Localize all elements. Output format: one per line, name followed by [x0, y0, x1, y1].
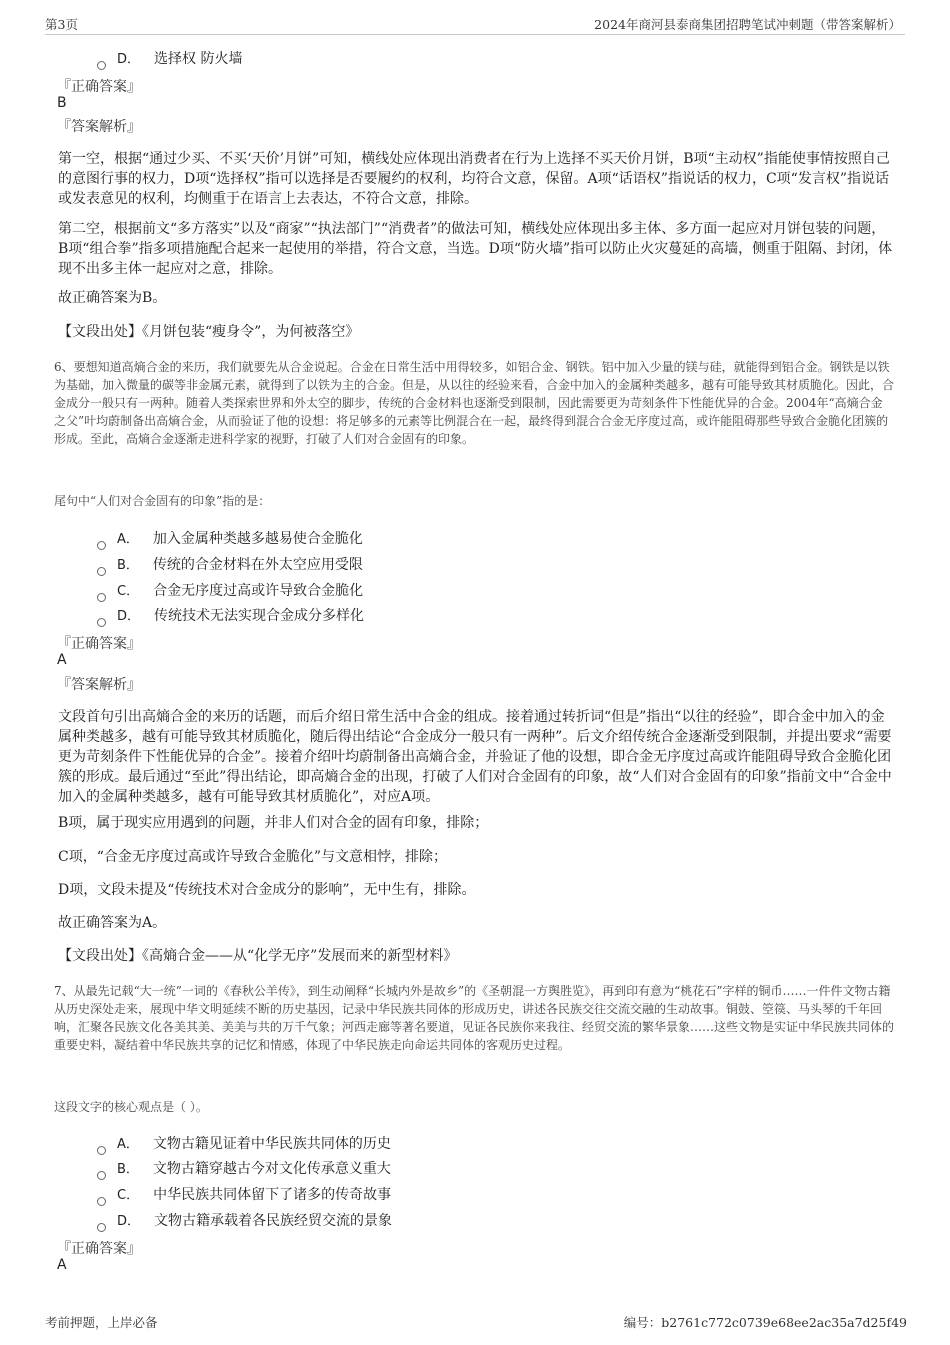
radio-icon[interactable] [97, 61, 106, 70]
page-header [45, 14, 905, 35]
radio-icon[interactable] [97, 567, 106, 576]
q5-source: 【文段出处】《月饼包装“瘦身令”，为何被落空》 [58, 324, 360, 340]
q7-answer-label: 『正确答案』 [57, 1241, 141, 1257]
q5-analysis-p1: 第一空，根据“通过少买、不买‘天价’月饼”可知，横线处应体现出消费者在行为上选择不买天价月饼，B项“主动权”指能使事情按照自己的意图行事的权力，D项“选择权”指可以选择是否要履约的权利，均符合文意，保留。A项“话语权”指说话的权力，C项“发言权”指说话或发表意见的权利，均侧重于在语言上去表达，不符合文意，排除。 [58, 151, 890, 207]
footer-slogan: 考前押题，上岸必备 [45, 1315, 158, 1330]
q7-option-b[interactable]: B． 文物古籍穿越古今对文化传承意义重大 [97, 1158, 391, 1178]
q6-analysis-p5: 故正确答案为A。 [58, 915, 167, 931]
q5-analysis-p2: 第二空，根据前文“多方落实”以及“商家”“执法部门”“消费者”的做法可知，横线处应体现出多主体、多方面一起应对月饼包装的问题，B项“组合拳”指多项措施配合起来一起使用的举措，符合文意，当选。D项“防火墙”指可以防止火灾蔓延的高墙，侧重于阻隔、封闭，体现不出多主体一起应对之意，排除。 [58, 221, 893, 277]
q7-stem: 这段文字的核心观点是（ ）。 [54, 1100, 208, 1114]
q6-analysis-p4: D项，文段未提及“传统技术对合金成分的影响”，无中生有，排除。 [58, 882, 476, 898]
q7-text: 7、从最先记载“大一统”一词的《春秋公羊传》，到生动阐释“长城内外是故乡”的《圣朝混一方舆胜览》，再到印有意为“桃花石”字样的铜币……一件件文物古籍从历史深处走来，展现中华文明延续不断的历史基因，记录中华民族共同体的形成历史，讲述各民族交往交流交融的生动故事。铜鼓、箜篌、马头琴的千年回响，汇聚各民族文化各美其美、美美与共的万千气象；河西走廊等著名要道，见证各民族你来我往、经贸交流的繁华景象……这些文物是实证中华民族共同体的重要史料，凝结着中华民族共享的记忆和情感，体现了中华民族走向命运共同体的客观历史过程。 [54, 984, 895, 1052]
q6-text: 6、要想知道高熵合金的来历，我们就要先从合金说起。合金在日常生活中用得较多，如铝合金、钢铁。铝中加入少量的镁与硅，就能得到铝合金。钢铁是以铁为基础，加入微量的碳等非金属元素，就得到了以铁为主的合金。但是，从以往的经验来看，合金中加入的金属种类越多，越有可能导致其材质脆化。因此，合金成分一般只有一两种。随着人类探索世界和外太空的脚步，传统的合金材料也逐渐受到限制，因此需要更为苛刻条件下性能优异的合金。2004年“高熵合金之父”叶均蔚制备出高熵合金，从而验证了他的设想：将足够多的元素等比例混合在一起，最终得到混合合金无序度过高，或许能阻碍那些导致合金脆化团簇的形成。至此，高熵合金逐渐走进科学家的视野，打破了人们对合金固有的印象。 [54, 360, 895, 446]
document-id: 编号：b2761c772c0739e68ee2ac35a7d25f49 [623, 1315, 907, 1330]
document-title: 2024年商河县泰商集团招聘笔试冲刺题（带答案解析） [594, 17, 901, 32]
q6-answer: A [57, 652, 67, 668]
q5-option-d[interactable]: D． 选择权 防火墙 [97, 48, 242, 68]
q5-analysis-label: 『答案解析』 [57, 119, 141, 135]
radio-icon[interactable] [97, 1197, 106, 1206]
radio-icon[interactable] [97, 593, 106, 602]
q6-option-a[interactable]: A． 加入金属种类越多越易使合金脆化 [97, 528, 363, 548]
q7-option-a[interactable]: A． 文物古籍见证着中华民族共同体的历史 [97, 1133, 391, 1153]
page-number: 第3页 [45, 17, 78, 32]
q5-analysis-p3: 故正确答案为B。 [58, 290, 167, 306]
q6-analysis-p1: 文段首句引出高熵合金的来历的话题，而后介绍日常生活中合金的组成。接着通过转折词“但是”指出“以往的经验”，即合金中加入的金属种类越多，越有可能导致其材质脆化，随后得出结论“合金成分一般只有一两种”。后文介绍传统合金逐渐受到限制，并提出要求“需要更为苛刻条件下性能优异的合金”。接着介绍叶均蔚制备出高熵合金，并验证了他的设想，即合金无序度过高或许能阻碍导致合金脆化团簇的形成。最后通过“至此”得出结论，即高熵合金的出现，打破了人们对合金固有的印象，故“人们对合金固有的印象”指前文中“合金中加入的金属种类越多，越有可能导致其材质脆化”，对应A项。 [58, 709, 892, 805]
q6-analysis-p3: C项，“合金无序度过高或许导致合金脆化”与文意相悖，排除； [58, 849, 448, 865]
q5-answer-label: 『正确答案』 [57, 79, 141, 95]
q6-source: 【文段出处】《高熵合金——从“化学无序”发展而来的新型材料》 [58, 948, 458, 964]
q6-stem: 尾句中“人们对合金固有的印象”指的是： [54, 494, 271, 508]
radio-icon[interactable] [97, 1223, 106, 1232]
q6-analysis-p2: B项，属于现实应用遇到的问题，并非人们对合金的固有印象，排除； [58, 815, 489, 831]
q6-option-c[interactable]: C． 合金无序度过高或许导致合金脆化 [97, 580, 363, 600]
radio-icon[interactable] [97, 618, 106, 627]
radio-icon[interactable] [97, 1171, 106, 1180]
q5-answer: B [57, 95, 67, 111]
q7-option-d[interactable]: D． 文物古籍承载着各民族经贸交流的景象 [97, 1210, 392, 1230]
q6-option-d[interactable]: D． 传统技术无法实现合金成分多样化 [97, 605, 364, 625]
radio-icon[interactable] [97, 1146, 106, 1155]
q7-option-c[interactable]: C． 中华民族共同体留下了诸多的传奇故事 [97, 1184, 391, 1204]
q6-option-b[interactable]: B． 传统的合金材料在外太空应用受限 [97, 554, 363, 574]
q7-answer: A [57, 1257, 67, 1273]
radio-icon[interactable] [97, 541, 106, 550]
q6-analysis-label: 『答案解析』 [57, 677, 141, 693]
q6-answer-label: 『正确答案』 [57, 636, 141, 652]
